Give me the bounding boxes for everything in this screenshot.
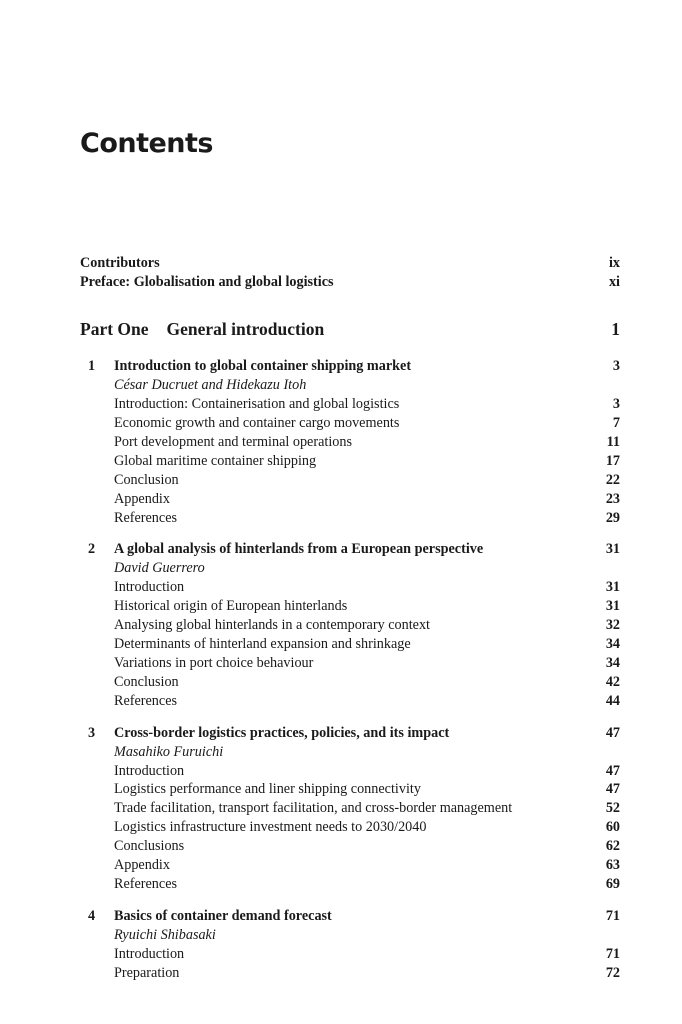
part-heading [80,317,620,341]
section-label: Variations in port choice behaviour [114,655,314,671]
section-page: 71 [605,946,620,962]
section-label: Conclusion [114,472,179,488]
section-entry [80,395,620,414]
section-label: References [114,510,178,526]
chapter-page: 31 [605,541,620,557]
section-entry [80,433,620,452]
part-page: 1 [611,319,620,339]
section-page: 52 [605,800,620,816]
section-entry [80,452,620,471]
section-page: 69 [605,876,620,892]
section-entry [80,597,620,616]
section-page: 31 [605,598,620,614]
section-page: 63 [605,857,620,873]
section-entry [80,578,620,597]
section-entry [80,414,620,433]
section-page: 34 [605,655,620,671]
section-label: Determinants of hinterland expansion and shrinkage [114,636,411,652]
section-page: 34 [605,636,620,652]
section-entry [80,692,620,711]
chapter-title: A global analysis of hinterlands from a European perspective [114,541,484,557]
section-label: References [114,876,178,892]
section-label: Introduction [114,579,185,595]
entry-page: ix [608,255,620,271]
part-title: General introduction [166,319,325,339]
section-label: References [114,693,178,709]
chapter-number: 3 [88,725,96,741]
section-entry [80,673,620,692]
section-entry [80,964,620,983]
chapter-heading [80,907,620,926]
section-label: Trade facilitation, transport facilitation, and cross-border management [114,800,513,816]
section-page: 22 [605,472,620,488]
chapter-authors: César Ducruet and Hidekazu Itoh [114,377,307,393]
section-label: Analysing global hinterlands in a contemporary context [114,617,430,633]
page-title: Contents [80,128,214,159]
part-number: Part One [80,319,149,339]
section-page: 60 [605,819,620,835]
chapter-heading [80,724,620,743]
section-label: Global maritime container shipping [114,453,317,469]
chapter-authors: Ryuichi Shibasaki [114,927,216,943]
section-label: Introduction: Containerisation and global logistics [114,396,400,412]
section-entry [80,762,620,781]
section-label: Introduction [114,763,185,779]
section-label: Conclusion [114,674,179,690]
entry-page: xi [608,274,620,290]
section-label: Appendix [114,857,170,873]
section-entry [80,490,620,509]
section-page: 3 [612,396,620,412]
section-entry [80,616,620,635]
section-label: Introduction [114,946,185,962]
section-entry [80,471,620,490]
section-entry [80,654,620,673]
section-page: 23 [605,491,620,507]
section-entry [80,875,620,894]
chapter-authors: Masahiko Furuichi [114,744,224,760]
section-label: Port development and terminal operations [114,434,352,450]
section-entry [80,837,620,856]
section-page: 44 [605,693,620,709]
section-page: 7 [612,415,620,431]
chapter-page: 3 [612,358,620,374]
section-label: Historical origin of European hinterlands [114,598,348,614]
section-entry [80,818,620,837]
chapter-authors: David Guerrero [114,560,205,576]
section-entry [80,945,620,964]
chapter-title: Introduction to global container shipping market [114,358,412,374]
section-entry [80,635,620,654]
section-page: 32 [605,617,620,633]
section-page: 62 [605,838,620,854]
section-page: 11 [606,434,620,450]
section-label: Preparation [114,965,180,981]
entry-label: Contributors [80,255,160,271]
entry-label: Preface: Globalisation and global logistics [80,274,334,290]
chapter-title: Basics of container demand forecast [114,908,332,924]
section-entry [80,799,620,818]
section-entry [80,509,620,528]
chapter-number: 1 [88,358,96,374]
section-page: 29 [605,510,620,526]
section-page: 47 [605,763,620,779]
toc-entry-preface [80,273,620,292]
section-label: Logistics performance and liner shipping connectivity [114,781,421,797]
section-page: 31 [605,579,620,595]
chapter-number: 2 [88,541,96,557]
section-label: Economic growth and container cargo movements [114,415,400,431]
section-entry [80,856,620,875]
chapter-page: 47 [605,725,620,741]
section-page: 47 [605,781,620,797]
section-label: Appendix [114,491,170,507]
section-page: 42 [605,674,620,690]
section-label: Logistics infrastructure investment needs to 2030/2040 [114,819,427,835]
chapter-title: Cross-border logistics practices, policies, and its impact [114,725,450,741]
section-page: 17 [605,453,620,469]
toc-entry-contributors [80,254,620,273]
section-entry [80,780,620,799]
section-page: 72 [605,965,620,981]
chapter-heading [80,540,620,559]
section-label: Conclusions [114,838,185,854]
chapter-page: 71 [605,908,620,924]
chapter-number: 4 [88,908,96,924]
chapter-heading [80,357,620,376]
